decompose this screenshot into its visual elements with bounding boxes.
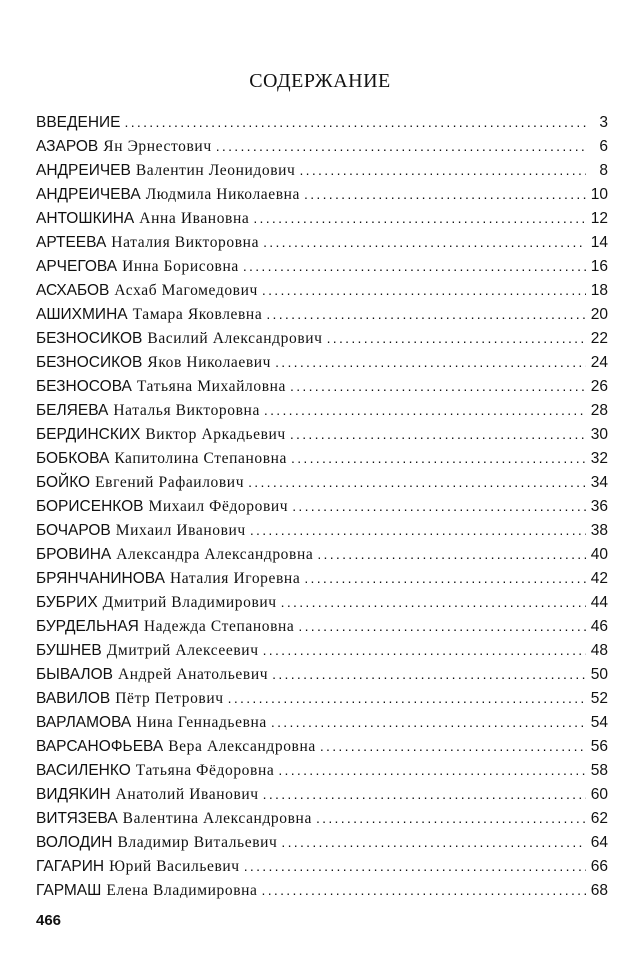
toc-entry-page: 68 xyxy=(590,882,608,899)
toc-entry xyxy=(36,398,608,422)
toc-entry-given-name: Валентина Александровна xyxy=(122,810,312,827)
toc-entry xyxy=(36,350,608,374)
toc-entry-page: 26 xyxy=(590,378,608,395)
toc-entry xyxy=(36,542,608,566)
toc-entry-surname: АНДРЕИЧЕВ xyxy=(36,162,131,179)
toc-entry-given-name: Владимир Витальевич xyxy=(117,834,278,851)
toc-entry-page: 10 xyxy=(590,186,608,203)
toc-entry xyxy=(36,182,608,206)
toc-entry-given-name: Наталия Викторовна xyxy=(111,234,260,251)
toc-entry-given-name: Василий Александрович xyxy=(147,330,323,347)
toc-entry-given-name: Надежда Степановна xyxy=(143,618,295,635)
toc-entry xyxy=(36,686,608,710)
dot-leader xyxy=(262,878,587,902)
toc-entry-page: 14 xyxy=(590,234,608,251)
toc-entry xyxy=(36,734,608,758)
toc-entry xyxy=(36,110,608,134)
toc-entry-surname: БОБКОВА xyxy=(36,450,110,467)
toc-entry-surname: ГАРМАШ xyxy=(36,882,102,899)
toc-entry xyxy=(36,230,608,254)
toc-entry-surname: ВВЕДЕНИЕ xyxy=(36,114,121,131)
toc-entry-page: 34 xyxy=(590,474,608,491)
toc-entry-page: 12 xyxy=(590,210,608,227)
toc-entry-given-name: Татьяна Фёдоровна xyxy=(135,762,275,779)
toc-entry-page: 18 xyxy=(590,282,608,299)
toc-entry-page: 66 xyxy=(590,858,608,875)
dot-leader xyxy=(264,398,586,422)
toc-entry-page: 40 xyxy=(590,546,608,563)
toc-entry xyxy=(36,758,608,782)
dot-leader xyxy=(275,350,586,374)
toc-entry-surname: БЕЗНОСОВА xyxy=(36,378,132,395)
dot-leader xyxy=(228,686,586,710)
dot-leader xyxy=(266,302,586,326)
toc-entry-surname: БРЯНЧАНИНОВА xyxy=(36,570,165,587)
toc-entry-given-name: Андрей Анатольевич xyxy=(117,666,269,683)
toc-entry-given-name: Наталья Викторовна xyxy=(113,402,260,419)
dot-leader xyxy=(281,830,586,854)
toc-entry-surname: АНТОШКИНА xyxy=(36,210,135,227)
toc-entry-surname: АЗАРОВ xyxy=(36,138,99,155)
toc-entry xyxy=(36,278,608,302)
toc-entry-page: 22 xyxy=(590,330,608,347)
page-number: 466 xyxy=(36,912,62,929)
toc-entry-surname: АНДРЕИЧЕВА xyxy=(36,186,141,203)
dot-leader xyxy=(125,110,586,134)
toc-entry-given-name: Ян Эрнестович xyxy=(103,138,212,155)
toc-entry-surname: ВАРЛАМОВА xyxy=(36,714,132,731)
toc-entry-surname: БЕРДИНСКИХ xyxy=(36,426,141,443)
toc-entry-given-name: Валентин Леонидович xyxy=(135,162,296,179)
toc-entry-page: 64 xyxy=(590,834,608,851)
toc-entry-given-name: Татьяна Михайловна xyxy=(136,378,287,395)
toc-entry-given-name: Яков Николаевич xyxy=(147,354,272,371)
toc-entry xyxy=(36,614,608,638)
dot-leader xyxy=(244,854,586,878)
dot-leader xyxy=(304,566,586,590)
toc-entry-surname: АРТЕЕВА xyxy=(36,234,107,251)
toc-entry xyxy=(36,566,608,590)
toc-entry-page: 3 xyxy=(599,114,608,131)
toc-entry-surname: ВАСИЛЕНКО xyxy=(36,762,131,779)
toc-entry-page: 36 xyxy=(590,498,608,515)
toc-entry-surname: БЕЛЯЕВА xyxy=(36,402,109,419)
toc-entry xyxy=(36,878,608,902)
toc-entry-given-name: Александра Александровна xyxy=(116,546,314,563)
dot-leader xyxy=(291,446,586,470)
toc-entry-page: 24 xyxy=(590,354,608,371)
toc-entry-surname: ВОЛОДИН xyxy=(36,834,113,851)
toc-entry-page: 44 xyxy=(590,594,608,611)
dot-leader xyxy=(281,590,586,614)
dot-leader xyxy=(263,782,586,806)
table-of-contents xyxy=(36,110,608,902)
toc-entry-surname: БЫВАЛОВ xyxy=(36,666,113,683)
toc-entry-page: 20 xyxy=(590,306,608,323)
toc-entry-page: 42 xyxy=(590,570,608,587)
toc-entry-given-name: Людмила Николаевна xyxy=(145,186,301,203)
toc-entry xyxy=(36,830,608,854)
toc-entry-surname: БУБРИХ xyxy=(36,594,98,611)
toc-entry xyxy=(36,326,608,350)
toc-entry xyxy=(36,158,608,182)
dot-leader xyxy=(248,470,586,494)
dot-leader xyxy=(316,806,586,830)
toc-entry xyxy=(36,662,608,686)
toc-entry-page: 56 xyxy=(590,738,608,755)
toc-entry-page: 16 xyxy=(590,258,608,275)
toc-entry xyxy=(36,470,608,494)
toc-entry-page: 54 xyxy=(590,714,608,731)
toc-entry-surname: БОРИСЕНКОВ xyxy=(36,498,144,515)
toc-entry-page: 60 xyxy=(590,786,608,803)
toc-entry-surname: БОЧАРОВ xyxy=(36,522,111,539)
toc-entry-page: 28 xyxy=(590,402,608,419)
toc-entry xyxy=(36,518,608,542)
toc-entry-given-name: Анна Ивановна xyxy=(139,210,250,227)
toc-entry-given-name: Елена Владимировна xyxy=(106,882,258,899)
toc-entry-given-name: Наталия Игоревна xyxy=(169,570,301,587)
toc-entry-given-name: Инна Борисовна xyxy=(122,258,239,275)
toc-entry-page: 58 xyxy=(590,762,608,779)
dot-leader xyxy=(278,758,586,782)
toc-entry-given-name: Тамара Яковлевна xyxy=(132,306,263,323)
toc-entry xyxy=(36,302,608,326)
toc-entry-page: 32 xyxy=(590,450,608,467)
toc-entry-surname: БУРДЕЛЬНАЯ xyxy=(36,618,139,635)
toc-entry-surname: ВИДЯКИН xyxy=(36,786,111,803)
toc-entry-given-name: Михаил Фёдорович xyxy=(148,498,289,515)
toc-entry-given-name: Евгений Рафаилович xyxy=(95,474,245,491)
toc-entry-surname: БОЙКО xyxy=(36,474,91,491)
toc-entry-surname: ВАРСАНОФЬЕВА xyxy=(36,738,164,755)
dot-leader xyxy=(317,542,586,566)
toc-entry-given-name: Асхаб Магомедович xyxy=(114,282,258,299)
toc-entry-given-name: Виктор Аркадьевич xyxy=(145,426,286,443)
toc-entry xyxy=(36,374,608,398)
dot-leader xyxy=(290,374,586,398)
toc-entry xyxy=(36,806,608,830)
toc-entry-page: 8 xyxy=(599,162,608,179)
toc-entry-given-name: Вера Александровна xyxy=(168,738,316,755)
dot-leader xyxy=(216,134,586,158)
dot-leader xyxy=(271,710,586,734)
toc-entry-given-name: Дмитрий Алексеевич xyxy=(106,642,259,659)
dot-leader xyxy=(243,254,586,278)
toc-entry xyxy=(36,494,608,518)
dot-leader xyxy=(298,614,586,638)
toc-entry-page: 46 xyxy=(590,618,608,635)
toc-entry-surname: БЕЗНОСИКОВ xyxy=(36,330,143,347)
toc-entry-surname: ВАВИЛОВ xyxy=(36,690,111,707)
dot-leader xyxy=(253,206,586,230)
toc-entry xyxy=(36,782,608,806)
dot-leader xyxy=(292,494,586,518)
toc-entry-surname: АРЧЕГОВА xyxy=(36,258,118,275)
toc-entry-surname: БРОВИНА xyxy=(36,546,112,563)
toc-entry-given-name: Нина Геннадьевна xyxy=(136,714,267,731)
toc-entry-page: 52 xyxy=(590,690,608,707)
toc-entry xyxy=(36,422,608,446)
toc-entry-page: 48 xyxy=(590,642,608,659)
toc-entry-page: 38 xyxy=(590,522,608,539)
toc-entry xyxy=(36,134,608,158)
toc-entry-given-name: Пётр Петрович xyxy=(115,690,224,707)
dot-leader xyxy=(262,278,586,302)
toc-entry-surname: АСХАБОВ xyxy=(36,282,110,299)
toc-entry-given-name: Юрий Васильевич xyxy=(109,858,240,875)
dot-leader xyxy=(263,230,586,254)
toc-entry xyxy=(36,206,608,230)
dot-leader xyxy=(290,422,586,446)
dot-leader xyxy=(299,158,586,182)
toc-entry-given-name: Анатолий Иванович xyxy=(115,786,259,803)
dot-leader xyxy=(320,734,586,758)
toc-entry xyxy=(36,446,608,470)
dot-leader xyxy=(327,326,586,350)
toc-entry-given-name: Михаил Иванович xyxy=(115,522,246,539)
toc-entry xyxy=(36,638,608,662)
toc-entry-surname: БЕЗНОСИКОВ xyxy=(36,354,143,371)
toc-entry xyxy=(36,854,608,878)
toc-entry-surname: ВИТЯЗЕВА xyxy=(36,810,118,827)
dot-leader xyxy=(272,662,586,686)
toc-entry-given-name: Дмитрий Владимирович xyxy=(102,594,277,611)
page-title: СОДЕРЖАНИЕ xyxy=(249,70,391,92)
toc-entry-surname: БУШНЕВ xyxy=(36,642,102,659)
toc-entry-surname: АШИХМИНА xyxy=(36,306,128,323)
toc-entry-page: 30 xyxy=(590,426,608,443)
toc-entry-page: 62 xyxy=(590,810,608,827)
toc-entry-page: 6 xyxy=(599,138,608,155)
toc-entry-surname: ГАГАРИН xyxy=(36,858,105,875)
dot-leader xyxy=(263,638,586,662)
toc-entry xyxy=(36,710,608,734)
dot-leader xyxy=(250,518,586,542)
toc-entry-page: 50 xyxy=(590,666,608,683)
toc-entry xyxy=(36,590,608,614)
dot-leader xyxy=(304,182,586,206)
toc-entry-given-name: Капитолина Степановна xyxy=(114,450,288,467)
toc-entry xyxy=(36,254,608,278)
